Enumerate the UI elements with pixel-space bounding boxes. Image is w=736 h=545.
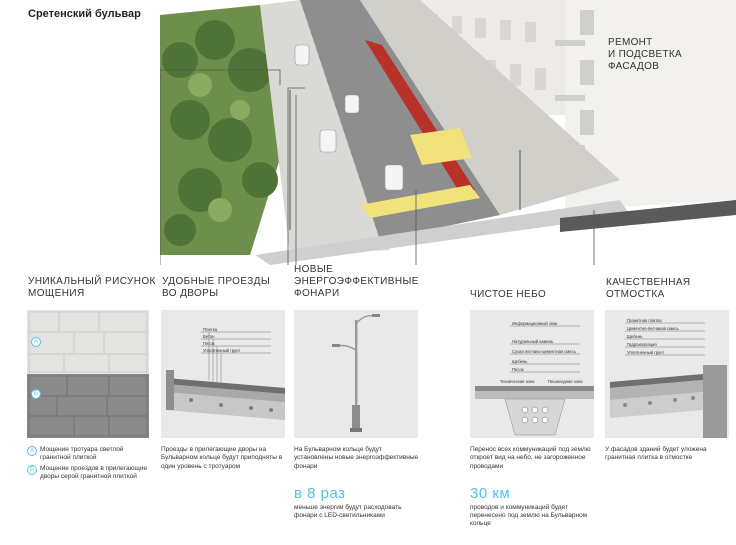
lamp-panel [294, 310, 418, 438]
utility-cross-section [470, 310, 594, 438]
layer-label-waterproof: Гидроизоляция [627, 342, 657, 347]
paving-captions: A Мощение тротуара светлой гранитной плиткой Б Мощение проездов в прилегающие дворы серой гранитной плиткой [27, 446, 152, 481]
layer-label-mix: Сухая песчано-цементная смесь [512, 349, 576, 354]
driveway-caption: Проезды в прилегающие дворы на Бульварном кольце будут приподняты в один уровень с тротуаром [161, 446, 283, 470]
section-title-driveways: УДОБНЫЕ ПРОЕЗДЫ ВО ДВОРЫ [162, 276, 271, 299]
layer-label-gravel: Щебень [627, 334, 643, 339]
lamp-highlight: в 8 раз [294, 484, 346, 502]
blind-area-panel [605, 310, 729, 438]
clear-sky-panel [470, 310, 594, 438]
layer-label-sand: Песок [512, 367, 524, 372]
section-title-blind-area: КАЧЕСТВЕННАЯ ОТМОСТКА [606, 277, 691, 300]
clear-sky-text [470, 446, 600, 529]
lamp-caption: На Бульварном кольце будут установлены новые энергоэффективные фонари [294, 446, 419, 470]
layer-label-cement-mix: Цементно-песчаная смесь [627, 326, 679, 331]
layer-label-concrete: Бетон [203, 334, 215, 339]
section-title-lamps: НОВЫЕ ЭНЕРГОЭФФЕКТИВНЫЕ ФОНАРИ [294, 264, 419, 299]
zone-technical: Техническая зона [500, 379, 535, 384]
layer-label-soil: Уплотненный грунт [203, 348, 241, 353]
lamp-highlight-caption: меньше энергии будут расходовать фонари с LED-светильниками [294, 503, 402, 520]
lamp-drawing [294, 310, 418, 438]
lamp-text [294, 446, 420, 520]
paving-pattern [27, 310, 149, 438]
paving-panel [27, 310, 149, 438]
facade-label: РЕМОНТ И ПОДСВЕТКА ФАСАДОВ [608, 37, 682, 72]
layer-label-sign: Информационный знак [512, 321, 558, 326]
clear-sky-highlight-caption: проводов и коммуникаций будет перенесено под землю на Бульварном кольце [470, 503, 588, 528]
layer-label-stone: Натуральный камень [512, 339, 554, 344]
layer-label-sand: Песок [203, 341, 215, 346]
blind-area-caption: У фасадов зданий будет уложена гранитная плитка в отмостке [605, 446, 707, 462]
section-title-clear-sky: ЧИСТОЕ НЕБО [470, 289, 547, 300]
page-title: Сретенский бульвар [28, 8, 141, 20]
blind-area-cross-section [605, 310, 729, 438]
layer-label-soil: Уплотненный грунт [627, 350, 665, 355]
clear-sky-caption: Перенос всех коммуникаций под землю откроет вид на небо, не загороженное проводами [470, 446, 591, 470]
zone-pedestrian: Пешеходная зона [548, 379, 583, 384]
clear-sky-highlight: 30 км [470, 484, 511, 502]
driveway-cross-section [161, 310, 285, 438]
badge-b: Б [31, 389, 41, 399]
section-title-paving: УНИКАЛЬНЫЙ РИСУНОК МОЩЕНИЯ [28, 276, 156, 299]
layer-label-tile: Плитка [203, 327, 217, 332]
badge-a: A [31, 337, 41, 347]
layer-label-gravel: Щебень [512, 359, 528, 364]
layer-label-granite: Гранитная плитка [627, 318, 662, 323]
driveway-panel [161, 310, 285, 438]
